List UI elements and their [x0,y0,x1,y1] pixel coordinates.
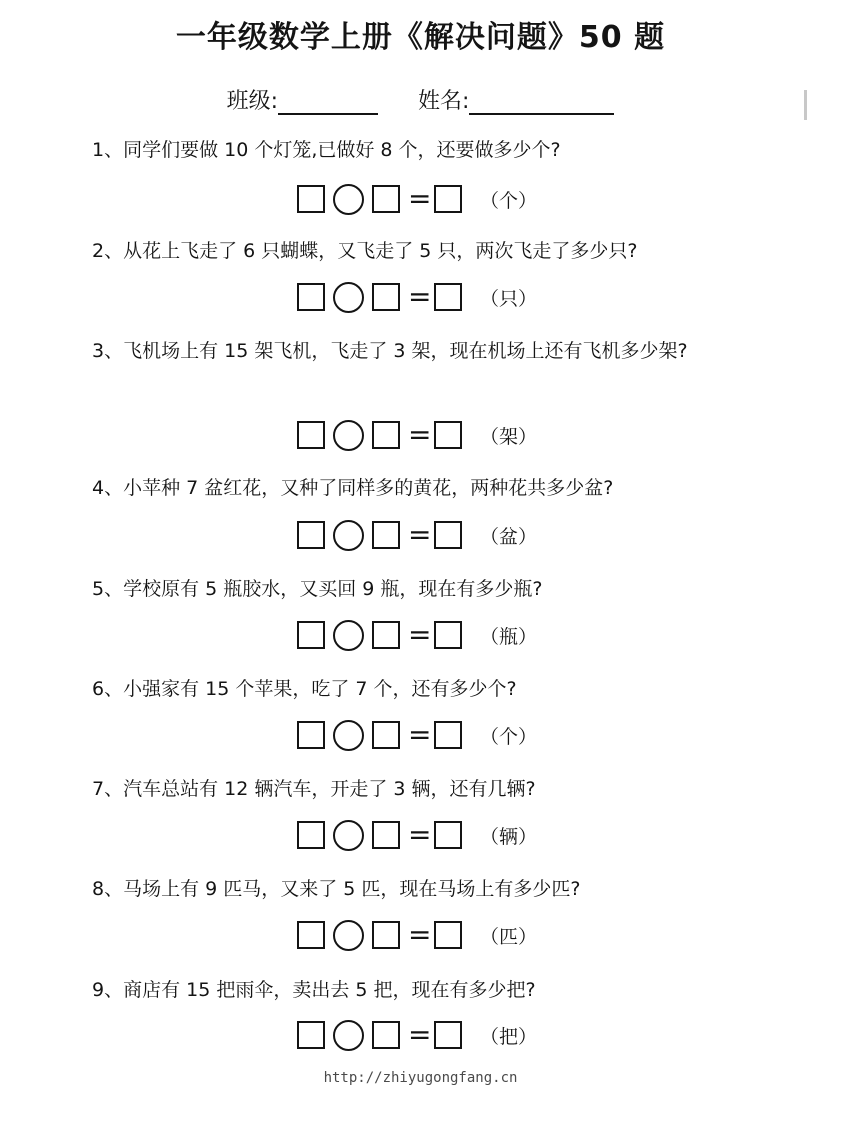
answer-box[interactable] [297,621,325,649]
answer-box[interactable] [372,721,400,749]
footer-url[interactable]: http://zhiyugongfang.cn [323,1070,518,1086]
equals-sign: = [408,280,432,313]
unit-label: （个） [480,725,538,748]
answer-box[interactable] [297,721,325,749]
answer-box[interactable] [372,1021,400,1049]
unit-label: （盆） [480,525,538,548]
unit-label: （只） [480,287,538,310]
equation-7 [297,818,537,852]
result-box[interactable] [434,283,462,311]
class-blank[interactable] [278,89,378,115]
name-field [418,84,614,115]
equals-sign: = [408,518,432,551]
operator-circle[interactable] [333,1020,364,1051]
result-box[interactable] [434,821,462,849]
question-4: 4、小苹种 7 盆红花，又种了同样多的黄花，两种花共多少盆? [92,477,614,499]
equation-1 [297,182,537,216]
student-info [0,84,841,115]
equals-sign: = [408,918,432,951]
unit-label: （瓶） [480,625,538,648]
operator-circle[interactable] [333,420,364,451]
equals-sign: = [408,718,432,751]
scan-mark [804,90,807,120]
result-box[interactable] [434,421,462,449]
question-9: 9、商店有 15 把雨伞，卖出去 5 把，现在有多少把? [92,979,536,1001]
unit-label: （辆） [480,825,538,848]
answer-box[interactable] [372,521,400,549]
equation-9 [297,1018,537,1052]
answer-box[interactable] [297,421,325,449]
unit-label: （匹） [480,925,538,948]
result-box[interactable] [434,1021,462,1049]
equals-sign: = [408,418,432,451]
answer-box[interactable] [297,185,325,213]
operator-circle[interactable] [333,920,364,951]
question-3: 3、飞机场上有 15 架飞机，飞走了 3 架，现在机场上还有飞机多少架? [92,340,688,362]
unit-label: （把） [480,1025,538,1048]
question-7: 7、汽车总站有 12 辆汽车，开走了 3 辆，还有几辆? [92,778,536,800]
unit-label: （架） [480,425,538,448]
equation-2 [297,280,537,314]
page-title: 一年级数学上册《解决问题》50 题 [175,20,666,55]
equation-8 [297,918,537,952]
answer-box[interactable] [297,821,325,849]
equation-4 [297,518,537,552]
operator-circle[interactable] [333,184,364,215]
question-1: 1、同学们要做 10 个灯笼,已做好 8 个，还要做多少个? [92,139,561,161]
question-2: 2、从花上飞走了 6 只蝴蝶，又飞走了 5 只，两次飞走了多少只? [92,240,638,262]
equals-sign: = [408,182,432,215]
answer-box[interactable] [297,521,325,549]
answer-box[interactable] [372,421,400,449]
class-field [227,84,378,115]
answer-box[interactable] [372,921,400,949]
result-box[interactable] [434,921,462,949]
result-box[interactable] [434,721,462,749]
answer-box[interactable] [372,821,400,849]
operator-circle[interactable] [333,720,364,751]
name-label: 姓名: [418,89,470,114]
answer-box[interactable] [372,185,400,213]
result-box[interactable] [434,621,462,649]
unit-label: （个） [480,189,538,212]
operator-circle[interactable] [333,520,364,551]
equals-sign: = [408,818,432,851]
answer-box[interactable] [372,283,400,311]
question-6: 6、小强家有 15 个苹果，吃了 7 个，还有多少个? [92,678,517,700]
answer-box[interactable] [297,1021,325,1049]
result-box[interactable] [434,521,462,549]
class-label: 班级: [226,89,278,114]
question-5: 5、学校原有 5 瓶胶水，又买回 9 瓶，现在有多少瓶? [92,578,543,600]
operator-circle[interactable] [333,620,364,651]
answer-box[interactable] [297,283,325,311]
answer-box[interactable] [297,921,325,949]
question-8: 8、马场上有 9 匹马，又来了 5 匹，现在马场上有多少匹? [92,878,581,900]
equation-5 [297,618,537,652]
equals-sign: = [408,1018,432,1051]
equation-6 [297,718,537,752]
result-box[interactable] [434,185,462,213]
equals-sign: = [408,618,432,651]
equation-3 [297,418,537,452]
operator-circle[interactable] [333,820,364,851]
operator-circle[interactable] [333,282,364,313]
answer-box[interactable] [372,621,400,649]
name-blank[interactable] [469,89,614,115]
